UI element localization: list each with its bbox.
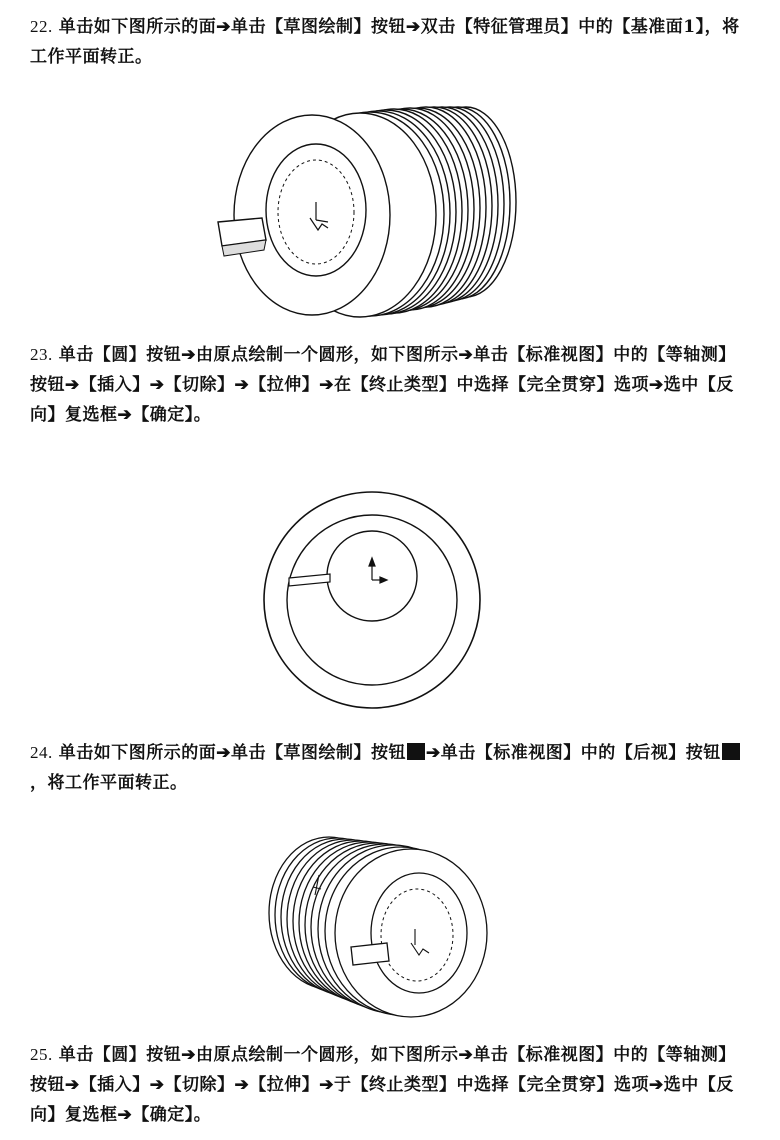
step-24	[30, 738, 752, 798]
step-text: 单击如下图所示的面➔单击【草图绘制】按钮➔双击【特征管理员】中的【基准面1】，将工作平面转正。	[30, 17, 740, 67]
step-text: 单击【圆】按钮➔由原点绘制一个圆形，如下图所示➔单击【标准视图】中的【等轴测】按钮➔【插入】➔【切除】➔【拉伸】➔于【终止类型】中选择【完全贯穿】选项➔选中【反向】复选框➔【确定】。	[30, 1045, 736, 1125]
figure-circle-front	[260, 488, 490, 718]
step-22	[30, 12, 752, 72]
step-text: 单击【圆】按钮➔由原点绘制一个圆形，如下图所示➔单击【标准视图】中的【等轴测】按钮➔【插入】➔【切除】➔【拉伸】➔在【终止类型】中选择【完全贯穿】选项➔选中【反向】复选框➔【确定】。	[30, 345, 736, 425]
step-number: 24.	[30, 743, 53, 762]
step-text-part: ，将工作平面转正。	[30, 773, 188, 793]
step-text-part: ➔单击【标准视图】中的【后视】按钮	[426, 743, 721, 763]
step-number: 25.	[30, 1045, 53, 1064]
step-number: 23.	[30, 345, 53, 364]
step-25	[30, 1040, 752, 1130]
figure-spring-back	[255, 825, 495, 1020]
step-23	[30, 340, 752, 430]
figure-spring-front	[200, 90, 530, 320]
back-view-button-icon	[722, 743, 740, 760]
step-text-part: 单击如下图所示的面➔单击【草图绘制】按钮	[58, 743, 406, 763]
step-number: 22.	[30, 17, 53, 36]
sketch-button-icon	[407, 743, 425, 760]
